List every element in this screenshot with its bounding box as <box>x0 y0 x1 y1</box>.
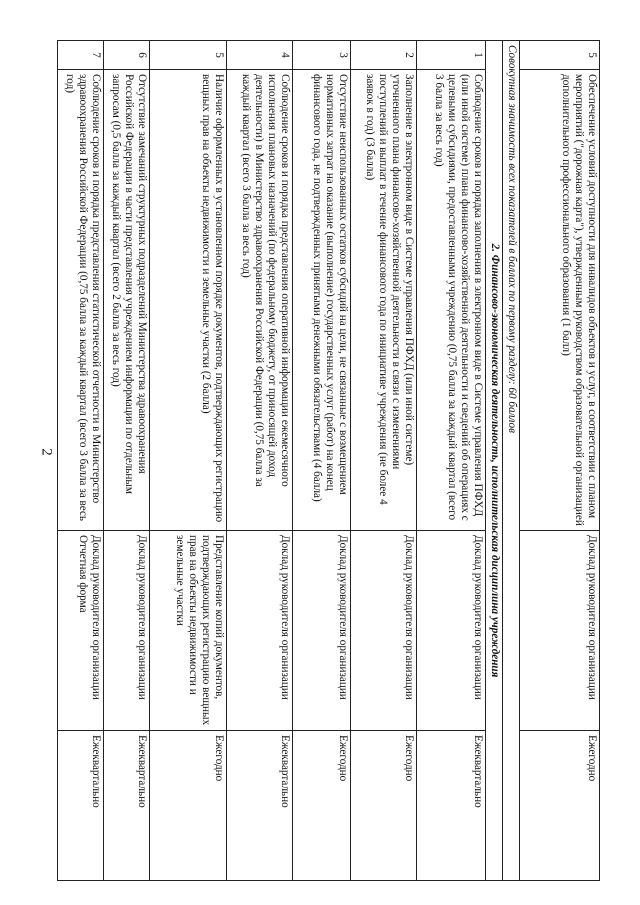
table-row <box>351 41 417 881</box>
row-number: 2 <box>351 41 417 70</box>
row-number: 1 <box>417 41 486 70</box>
period-cell: Ежегодно <box>351 731 417 881</box>
row-number: 5 <box>520 41 600 70</box>
rotated-table-container <box>63 40 600 880</box>
row-number: 3 <box>293 41 351 70</box>
period-cell: Ежеквартально <box>104 731 150 881</box>
criterion-cell: Обеспечение условий доступности для инвалидов объектов и услуг, в соответствии с планом мероприятий ("дорожная карта"), утвержденным руководством образовательной организацией дополнительного профессионального образования (1 балл) <box>520 70 600 531</box>
row-number: 6 <box>104 41 150 70</box>
criteria-table <box>57 40 600 881</box>
table-row <box>227 41 293 881</box>
source-cell: Доклад руководителя организации <box>104 531 150 731</box>
period-cell: Ежегодно <box>293 731 351 881</box>
page-number: 2 <box>38 448 55 456</box>
criterion-cell: Соблюдение сроков и порядка представления оперативной информации ежемесячного исполнения плановых назначений (по федеральному бюджету, от приносящей доход деятельности) в Министерство здравоохранения Российской Федерации (0,75 балла за каждый квартал (всего 3 балла за весь год) <box>227 70 293 531</box>
criterion-cell: Наличие оформленных в установленном порядке документов, подтверждающих регистрацию вещных прав на объекты недвижимости и земельные участки (2 балла) <box>150 70 227 531</box>
source-cell: Доклад руководителя организации <box>520 531 600 731</box>
row-number: 4 <box>227 41 293 70</box>
table-row <box>58 41 104 881</box>
source-cell: Доклад руководителя организации <box>351 531 417 731</box>
period-cell: Ежегодно <box>520 731 600 881</box>
table-row <box>104 41 150 881</box>
period-cell: Ежеквартально <box>417 731 486 881</box>
summary-row <box>503 41 520 881</box>
criterion-cell: Отсутствие замечаний структурных подразделений Министерства здравоохранения Российской Федерации в части представления учреждением информации по отдельным запросам (0,5 балла за каждый квартал (всего 2 балла за весь год) <box>104 70 150 531</box>
criterion-cell: Соблюдение сроков и порядка заполнения в электронном виде в Системе управления ПФХД (или иной системе) плана финансово-хозяйственной деятельности и сведений об операциях с целевыми субсидиями, предоставленными учреждению (0,75 балла за каждый квартал (всего 3 балла за весь год) <box>417 70 486 531</box>
source-cell: Представление копий документов, подтверждающих регистрацию вещных прав на объекты недвижимости и земельные участки <box>150 531 227 731</box>
source-cell: Доклад руководителя организации <box>417 531 486 731</box>
criterion-cell: Соблюдение сроков и порядка представления статистической отчетности в Министерство здравоохранения Российской Федерации (0,75 балла за каждый квартал (всего 3 балла за весь год) <box>58 70 104 531</box>
table-row <box>150 41 227 881</box>
table-row <box>520 41 600 881</box>
row-number: 5 <box>150 41 227 70</box>
section-title: 2. Финансово-экономическая деятельность, исполнительская дисциплина учреждения <box>486 41 503 881</box>
source-cell: Доклад руководителя организации <box>227 531 293 731</box>
period-cell: Ежеквартально <box>58 731 104 881</box>
source-cell: Доклад руководителя организации <box>293 531 351 731</box>
criterion-cell: Отсутствие неиспользованных остатков субсидий на цели, не связанные с возмещением нормативных затрат на оказание (выполнение) государственных услуг (работ) на конец финансового года, не подтвержденных принятыми денежными обязательствами (4 балла) <box>293 70 351 531</box>
source-cell: Доклад руководителя организации Отчетная форма <box>58 531 104 731</box>
section-row <box>486 41 503 881</box>
table-row <box>417 41 486 881</box>
table-row <box>293 41 351 881</box>
row-number: 7 <box>58 41 104 70</box>
period-cell: Ежеквартально <box>227 731 293 881</box>
criterion-cell: Заполнение в электронном виде в Системе управления ПФХД (или иной системе) уточненного плана финансово-хозяйственной деятельности в связи с изменениями поступлений и выплат в течение финансового года по инициативе учреждения (не более 4 заявок в год) (3 балла) <box>351 70 417 531</box>
period-cell: Ежегодно <box>150 731 227 881</box>
summary-text: Совокупная значимость всех показателей в баллах по первому разделу: 60 баллов <box>503 41 520 881</box>
